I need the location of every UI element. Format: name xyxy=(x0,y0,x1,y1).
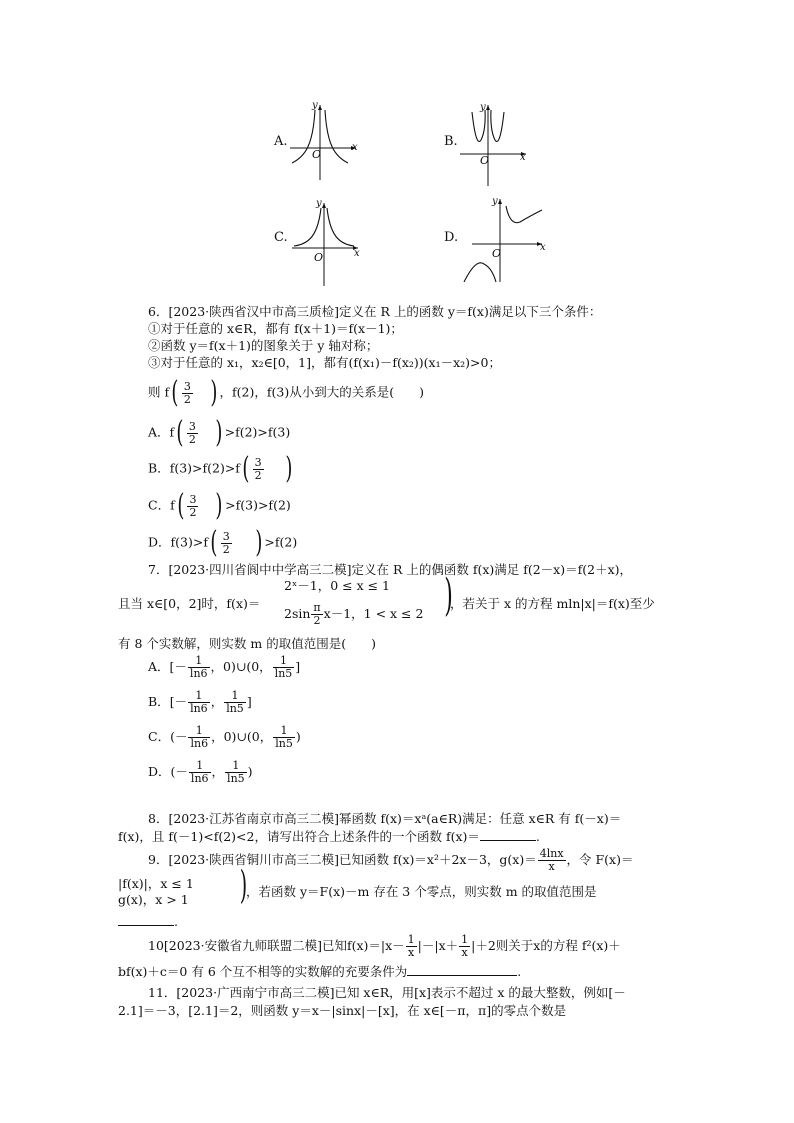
q7-option-c: C．(－ $\frac{1}{\ln 6}$ ，0)∪(0， $\frac{1}{\ln 5}$ ) xyxy=(148,724,301,750)
q6-stem: 6．[2023·陕西省汉中市高三质检]定义在 R 上的函数 y＝f(x)满足以下三个条件： xyxy=(148,304,602,319)
origin-label: O xyxy=(492,247,502,260)
graph-option-d xyxy=(470,194,550,290)
q10-line1: 10[2023·安徽省九师联盟二模]已知f(x)＝|x－ $\frac{1}{x}$ |－|x＋ $\frac{1}{x}$ |＋2则关于x的方程 f²(x)＋ xyxy=(148,933,621,959)
graph-option-b-label: B. xyxy=(444,134,458,149)
q6-condition-1: ①对于任意的 x∈R，都有 f(x＋1)＝f(x－1)； xyxy=(148,321,403,336)
q9-line1: 9．[2023·陕西省铜川市高三二模]已知函数 f(x)＝x²＋2x－3，g(x)＝ $\frac{4\ln x}{x}$ ，令 F(x)＝ xyxy=(148,847,634,873)
y-axis-label: y xyxy=(480,102,486,113)
x-axis-label: x xyxy=(520,152,526,163)
q6-option-a: A．f( $\frac{3}{2}$ ) >f(2)>f(3) xyxy=(148,415,291,450)
x-axis-label: x xyxy=(540,242,546,253)
q6-option-c: C．f( $\frac{3}{2}$ ) >f(3)>f(2) xyxy=(148,488,291,523)
q7-line3: 有 8 个实数解，则实数 m 的取值范围是( ) xyxy=(118,636,376,651)
graph-option-c xyxy=(290,198,370,292)
q8-line2: f(x)，且 f(－1)<f(2)<2，请写出符合上述条件的一个函数 f(x)＝ . xyxy=(118,829,540,844)
q6-condition-2: ②函数 y＝f(x＋1)的图象关于 y 轴对称； xyxy=(148,338,379,353)
q11-line2: 2.1]＝－3，[2.1]＝2，则函数 y＝x－|sinx|－[x]，在 x∈[－π，π]的零点个数是 xyxy=(118,1003,567,1018)
q6-condition-3: ③对于任意的 x₁，x₂∈[0，1]，都有(f(x₁)－f(x₂))(x₁－x₂)>0； xyxy=(148,355,501,370)
q6-ask: 则 f( $\frac{3}{2}$ ) ，f(2)，f(3)从小到大的关系是( ) xyxy=(148,375,424,410)
origin-label: O xyxy=(480,154,490,167)
graph-option-a xyxy=(288,100,368,186)
x-axis-label: x xyxy=(352,142,358,153)
q10-line2: bf(x)＋c＝0 有 6 个互不相等的实数解的充要条件为 . xyxy=(118,964,522,979)
q7-option-a: A．[－ $\frac{1}{\ln 6}$ ，0)∪(0， $\frac{1}{\ln 5}$ ] xyxy=(148,654,301,680)
x-axis-label: x xyxy=(354,248,360,259)
q11-line1: 11．[2023·广西南宁市高三二模]已知 x∈R，用[x]表示不超过 x 的最大整数，例如[－ xyxy=(148,985,626,1000)
q7-option-b: B．[－ $\frac{1}{\ln 6}$ ， $\frac{1}{\ln 5}$ ] xyxy=(148,689,252,715)
q7-stem: 7．[2023·四川省阆中中学高三二模]定义在 R 上的偶函数 f(x)满足 f(2－x)＝f(2＋x)， xyxy=(148,562,632,577)
q7-option-d: D．(－ $\frac{1}{\ln 6}$ ， $\frac{1}{\ln 5}$ ) xyxy=(148,759,253,785)
q6-option-b: B．f(3)>f(2)>f( $\frac{3}{2}$ ) xyxy=(148,451,293,486)
origin-label: O xyxy=(312,148,322,161)
graph-option-b xyxy=(458,100,538,194)
q9-line3: . xyxy=(118,914,178,930)
graph-option-a-label: A. xyxy=(274,134,288,149)
q8-line1: 8．[2023·江苏省南京市高三二模]幂函数 f(x)＝xᵃ(a∈R)满足：任意 x∈R 有 f(－x)＝ xyxy=(148,811,622,826)
origin-label: O xyxy=(314,251,324,264)
graph-option-c-label: C. xyxy=(274,230,288,245)
y-axis-label: y xyxy=(316,198,322,209)
y-axis-label: y xyxy=(312,100,318,111)
y-axis-label: y xyxy=(492,196,498,207)
graph-option-d-label: D. xyxy=(444,230,459,245)
q6-option-d: D．f(3)>f( $\frac{3}{2}$ ) >f(2) xyxy=(148,525,298,560)
